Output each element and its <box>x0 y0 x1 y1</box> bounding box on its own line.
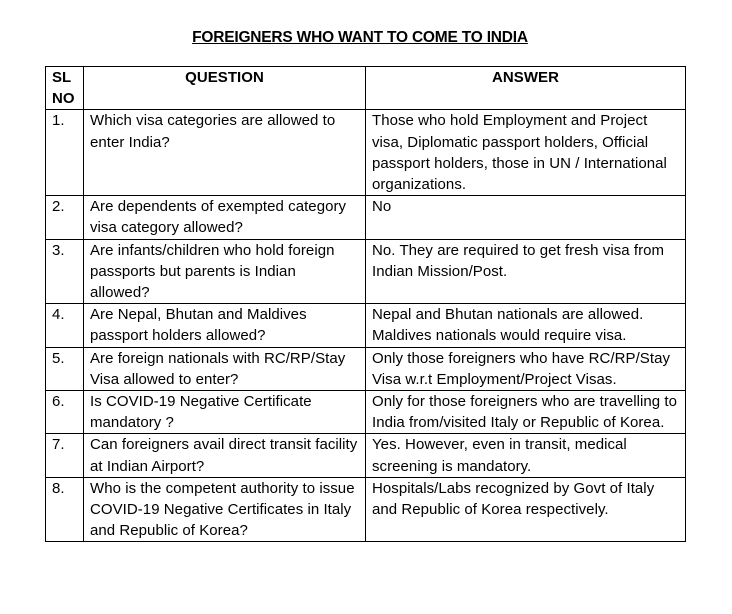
row-number: 2. <box>46 196 84 239</box>
answer-cell: Those who hold Employment and Project visa, Diplomatic passport holders, Official passport holders, those in UN / International organizations. <box>366 110 686 196</box>
row-number: 8. <box>46 477 84 542</box>
table-row <box>46 347 686 390</box>
sl-header-line2: NO <box>52 90 75 108</box>
answer-cell: No. They are required to get fresh visa from Indian Mission/Post. <box>366 239 686 304</box>
question-cell: Is COVID-19 Negative Certificate mandatory ? <box>84 391 366 434</box>
page-title: FOREIGNERS WHO WANT TO COME TO INDIA <box>192 29 528 46</box>
row-number: 4. <box>46 304 84 347</box>
row-number: 3. <box>46 239 84 304</box>
table-row <box>46 434 686 477</box>
answer-cell: No <box>366 196 686 239</box>
question-header: QUESTION <box>84 67 366 110</box>
question-cell: Which visa categories are allowed to enter India? <box>84 110 366 196</box>
header-row <box>46 67 686 110</box>
answer-cell: Nepal and Bhutan nationals are allowed. Maldives nationals would require visa. <box>366 304 686 347</box>
question-cell: Are dependents of exempted category visa category allowed? <box>84 196 366 239</box>
row-number: 5. <box>46 347 84 390</box>
table-row <box>46 239 686 304</box>
question-cell: Are Nepal, Bhutan and Maldives passport holders allowed? <box>84 304 366 347</box>
sl-header-line1: SL <box>52 69 72 86</box>
table-row <box>46 391 686 434</box>
table-row <box>46 304 686 347</box>
table-row <box>46 196 686 239</box>
row-number: 7. <box>46 434 84 477</box>
answer-cell: Only for those foreigners who are travelling to India from/visited Italy or Republic of Korea. <box>366 391 686 434</box>
question-cell: Are foreign nationals with RC/RP/Stay Visa allowed to enter? <box>84 347 366 390</box>
sl-no-header <box>46 67 84 110</box>
answer-cell: Hospitals/Labs recognized by Govt of Italy and Republic of Korea respectively. <box>366 477 686 542</box>
table-row <box>46 477 686 542</box>
question-cell: Can foreigners avail direct transit facility at Indian Airport? <box>84 434 366 477</box>
faq-table <box>45 66 686 542</box>
table-row <box>46 110 686 196</box>
row-number: 1. <box>46 110 84 196</box>
row-number: 6. <box>46 391 84 434</box>
answer-cell: Only those foreigners who have RC/RP/Stay Visa w.r.t Employment/Project Visas. <box>366 347 686 390</box>
answer-header: ANSWER <box>366 67 686 110</box>
answer-cell: Yes. However, even in transit, medical screening is mandatory. <box>366 434 686 477</box>
question-cell: Who is the competent authority to issue COVID-19 Negative Certificates in Italy and Republic of Korea? <box>84 477 366 542</box>
question-cell: Are infants/children who hold foreign passports but parents is Indian allowed? <box>84 239 366 304</box>
